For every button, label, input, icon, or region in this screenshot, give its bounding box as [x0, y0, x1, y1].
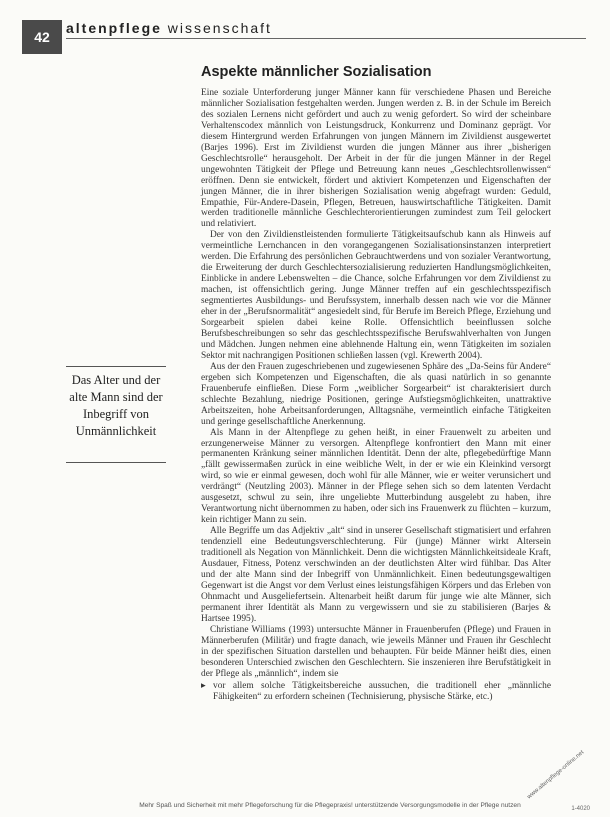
- paragraph-3: Aus der den Frauen zugeschriebenen und zugewiesenen Sphäre des „Da-Seins für Andere“ ergeben sich Kompetenzen und Eigenschaften, die als quasi natürlich in so genannte Frauenberufe einfließen. Diese Form „weiblicher Sorgearbeit“ ist charakterisiert durch schlechte Bezahlung, niedrige Positionen, geringe Aufstiegsmöglichkeiten, unattraktive Arbeitszeiten, hohe Arbeitsanforderungen, Alltagsnähe, vermeintlich einfache Tätigkeiten und geringe gesellschaftliche Anerkennung.: [201, 361, 551, 427]
- website-stamp: www.altenpflege-online.net: [526, 749, 586, 801]
- footer-banner: Mehr Spaß und Sicherheit mit mehr Pflegeforschung für die Pflegepraxis! unterstützende Versorgungsmodelle in der Pflege nutzen: [139, 802, 521, 809]
- page-number: 42: [22, 20, 62, 54]
- journal-name-part1: altenpflege: [66, 20, 162, 36]
- paragraph-5: Alle Begriffe um das Adjektiv „alt“ sind in unserer Gesellschaft stigmatisiert und erfahren tendenziell eine Bedeutungsverschlechterung. Für (junge) Männer wirkt Altersein traditionell als Negation von Männlichkeit. Denn die wichtigsten Männlichkeitsideale Kraft, Ausdauer, Fitness, Potenz verschwinden an der deutlichsten Alter wird fühlbar. Das Alter und der alte Mann sind der Inbegriff von Unmännlichkeit. Einen bedeutungsgewaltigen Gegenwart ist die Angst vor dem Verlust eines leistungsfähigen Körpers und das Erleben von Ohnmacht und Ausgeliefertsein. Altenarbeit heißt darum für junge wie alte Männer, sich permanent ihrer Identität als Mann zu vergewissern und sie zu stabilisieren (Barjes & Hartsee 1995).: [201, 526, 551, 624]
- bullet-text: vor allem solche Tätigkeitsbereiche aussuchen, die traditionell eher „männliche Fähigkeiten“ zu erfordern scheinen (Technisierung, physische Stärke, etc.): [213, 681, 551, 703]
- paragraph-1: Eine soziale Unterforderung junger Männer kann für verschiedene Phasen und Bereiche männlicher Sozialisation festgehalten werden. Jungen werden z. B. in der Schule im Bereich des sozialen Lernens nicht gefördert und auch zu wenig gefordert. So wird der scheinbare Verhaltenscodex männlich von Leistungsdruck, Konkurrenz und Dominanz geprägt. Vor diesem Hintergrund werden Erfahrungen von jungen Männern im Zivildienst ausgewertet (Barjes 1996). Erst im Zivildienst wurden die jungen Männer aus ihrer „bisherigen Geschlechtsrolle“ herausgeholt. Der Arbeit in der für die jungen Männer in der Regel ungewohnten Tätigkeit der Pflege und Betreuung kann neues „Geschlechtsrollenwissen“ eröffnen. Denn sie entwickelt, fördert und aktiviert Kompetenzen und Eigenschaften der jungen Männer, die in ihrer bisherigen Sozialisation wenig abgefragt wurden: Geduld, Empathie, Für-Andere-Dasein, Pflegen, Betreuen, hauswirtschaftliche Tätigkeiten. Damit werden traditionelle männliche Geschlechterorientierungen zumindest zum Teil gelockert und relativiert.: [201, 88, 551, 230]
- article-body: [201, 88, 551, 703]
- pull-quote-top-rule: [66, 366, 166, 367]
- bullet-marker: ▸: [201, 681, 206, 692]
- page-code: 1-4020: [571, 806, 590, 812]
- journal-title: [66, 20, 272, 36]
- paragraph-6: Christiane Williams (1993) untersuchte Männer in Frauenberufen (Pflege) und Frauen in Männerberufen (Militär) und fragte danach, wie jeweils Männer und Frauen ihr Geschlecht in der spezifischen Situation darstellen und behaupten. Für beide Männer heißt dies, einen besonderen Unterschied zwischen den Geschlechtern. Sie inszenieren ihre Berufstätigkeit in der Pflege als „männlich“, indem sie: [201, 624, 551, 679]
- bullet-item: [201, 681, 551, 703]
- journal-name-part2: wissenschaft: [167, 20, 272, 36]
- paragraph-2: Der von den Zivildienstleistenden formulierte Tätigkeitsaufschub kann als Hinweis auf vermeintliche Lernchancen in den vorangegangenen Sozialisationsinstanzen interpretiert werden. Die Erfahrung des persönlichen Gebrauchtwerdens und von sozialer Verantwortung, die Erweiterung der durch Geschlechtersozialisierung reduzierten Handlungsmöglichkeiten, Einblicke in andere Lebenswelten – die Chance, solche Erfahrungen vor dem Zivildienst zu machen, ist offensichtlich gering. Junge Männer treffen auf ein geschlechtsspezifisch segmentiertes Ausbildungs- und Berufssystem, innerhalb dessen nach wie vor die Männer eher in der „Berufsnormalität“ angesiedelt sind, für Berufe im Bereich Pflege, Erziehung und Sorgearbeit spielen dabei keine Rolle. Offensichtlich beeinflussen solche Berufsbeschreibungen so sehr das geschlechtsspezifische Berufswahlverhalten von Jungen und Mädchen. Jungen nehmen eine ablehnende Haltung ein, wenn Tätigkeiten im sozialen Sektor mit nachrangigen Positionen schließen lassen (vgl. Krewerth 2004).: [201, 230, 551, 361]
- paragraph-4: Als Mann in der Altenpflege zu gehen heißt, in einer Frauenwelt zu arbeiten und erzungenerweise Männer zu versorgen. Altenpflege konfrontiert den Mann mit einer permanenten Kränkung seiner männlichen Identität. Denn der alte, pflegebedürftige Mann „fällt gewissermaßen zurück in eine weibliche Welt, in der er wie ein Kleinkind versorgt wird, so wie er einmal gewesen, doch wohl für alle Männer, wie er weiter verunsichert und verdrängt“ (Neutzling 2003). Männer in der Pflege sehen sich so dem latenten Verdacht ausgesetzt, schwul zu sein, ihre ungeliebte Mutterbindung ausgelebt zu haben, ihre Verantwortung nicht übernommen zu haben, oder sich ins Frauenwerk zu flüchten – kurzum, kein richtiger Mann zu sein.: [201, 427, 551, 526]
- header-rule: [66, 38, 586, 39]
- article-heading: Aspekte männlicher Sozialisation: [201, 64, 432, 80]
- pull-quote: Das Alter und der alte Mann sind der Inbegriff von Unmännlichkeit: [69, 373, 163, 438]
- pull-quote-bottom-rule: [66, 462, 166, 463]
